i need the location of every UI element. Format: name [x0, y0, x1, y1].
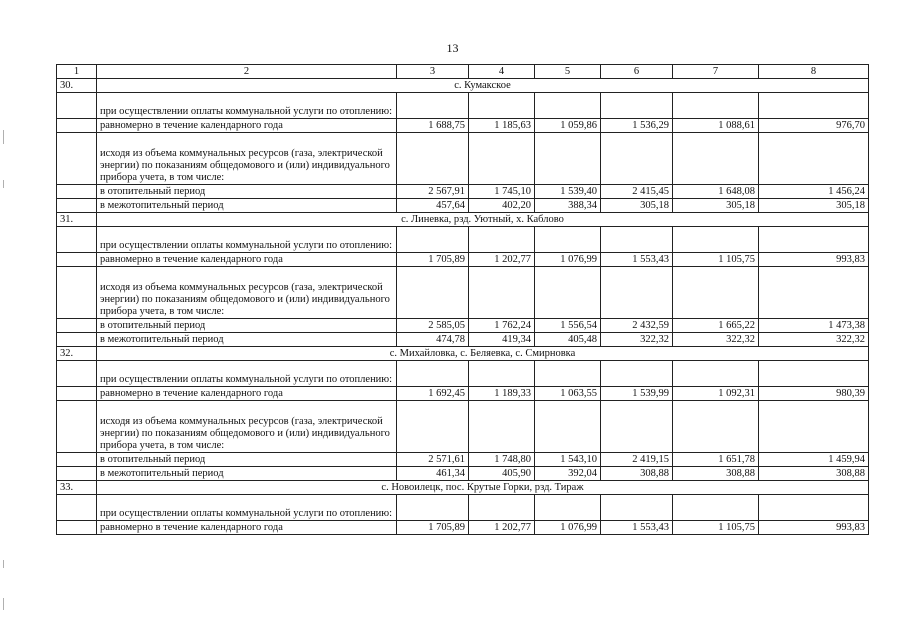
tariff-value: 1 076,99 — [535, 521, 601, 535]
tariff-value: 322,32 — [759, 333, 869, 347]
tariff-value — [673, 401, 759, 453]
tariff-value: 993,83 — [759, 521, 869, 535]
tariff-value — [673, 267, 759, 319]
tariff-value — [601, 133, 673, 185]
tariff-value: 1 536,29 — [601, 119, 673, 133]
column-number-cell: 8 — [759, 65, 869, 79]
tariff-value: 1 459,94 — [759, 453, 869, 467]
row-index-cell — [57, 495, 97, 521]
scan-margin-mark — [3, 130, 4, 144]
row-label: при осуществлении оплаты коммунальной услуги по отоплению: — [97, 361, 397, 387]
row-index-cell — [57, 453, 97, 467]
tariff-value: 1 473,38 — [759, 319, 869, 333]
row-label: равномерно в течение календарного года — [97, 387, 397, 401]
tariff-value: 1 748,80 — [469, 453, 535, 467]
tariff-value — [673, 93, 759, 119]
tariff-value — [469, 361, 535, 387]
tariff-value: 308,88 — [759, 467, 869, 481]
row-label: в отопительный период — [97, 319, 397, 333]
tariff-row — [57, 495, 869, 521]
settlement-index: 30. — [57, 79, 97, 93]
tariff-value: 980,39 — [759, 387, 869, 401]
row-label: в межотопительный период — [97, 467, 397, 481]
tariff-row — [57, 361, 869, 387]
row-index-cell — [57, 227, 97, 253]
settlement-name: с. Кумакское — [97, 79, 869, 93]
tariff-value — [535, 401, 601, 453]
tariff-value — [673, 361, 759, 387]
row-index-cell — [57, 521, 97, 535]
tariff-value: 308,88 — [673, 467, 759, 481]
row-label: исходя из объема коммунальных ресурсов (газа, электрической энергии) по показаниям общедомового и (или) индивидуального прибора учета, в том числе: — [97, 267, 397, 319]
column-number-cell: 1 — [57, 65, 97, 79]
tariff-value: 1 692,45 — [397, 387, 469, 401]
tariff-value — [469, 93, 535, 119]
tariff-value: 1 092,31 — [673, 387, 759, 401]
tariff-value: 1 059,86 — [535, 119, 601, 133]
row-index-cell — [57, 93, 97, 119]
tariff-value — [397, 495, 469, 521]
tariff-value — [759, 267, 869, 319]
scan-margin-mark — [3, 598, 4, 610]
tariff-value — [469, 227, 535, 253]
tariff-value: 1 105,75 — [673, 521, 759, 535]
tariff-value: 1 185,63 — [469, 119, 535, 133]
tariff-value — [673, 133, 759, 185]
tariff-row — [57, 387, 869, 401]
tariff-row — [57, 319, 869, 333]
row-label: при осуществлении оплаты коммунальной услуги по отоплению: — [97, 93, 397, 119]
tariff-value: 1 553,43 — [601, 253, 673, 267]
tariff-value: 322,32 — [673, 333, 759, 347]
tariff-value: 405,48 — [535, 333, 601, 347]
tariff-value: 1 688,75 — [397, 119, 469, 133]
tariff-row — [57, 267, 869, 319]
tariff-value — [759, 133, 869, 185]
tariff-row — [57, 93, 869, 119]
column-number-cell: 4 — [469, 65, 535, 79]
tariff-value: 402,20 — [469, 199, 535, 213]
tariff-value — [759, 401, 869, 453]
settlement-row — [57, 481, 869, 495]
tariff-value: 474,78 — [397, 333, 469, 347]
tariff-value: 305,18 — [759, 199, 869, 213]
tariff-value: 461,34 — [397, 467, 469, 481]
tariff-value: 1 063,55 — [535, 387, 601, 401]
row-index-cell — [57, 133, 97, 185]
row-label: равномерно в течение календарного года — [97, 521, 397, 535]
tariff-value: 2 419,15 — [601, 453, 673, 467]
scan-margin-mark — [3, 180, 4, 188]
tariff-value: 1 651,78 — [673, 453, 759, 467]
tariff-value: 1 189,33 — [469, 387, 535, 401]
row-index-cell — [57, 361, 97, 387]
tariff-value — [469, 133, 535, 185]
row-label: равномерно в течение календарного года — [97, 119, 397, 133]
settlement-index: 31. — [57, 213, 97, 227]
tariff-value — [397, 361, 469, 387]
row-index-cell — [57, 185, 97, 199]
tariff-value: 1 762,24 — [469, 319, 535, 333]
column-number-cell: 7 — [673, 65, 759, 79]
tariff-row — [57, 401, 869, 453]
column-number-cell: 2 — [97, 65, 397, 79]
tariff-value — [397, 133, 469, 185]
row-index-cell — [57, 387, 97, 401]
tariff-value — [759, 361, 869, 387]
row-index-cell — [57, 401, 97, 453]
row-label: при осуществлении оплаты коммунальной услуги по отоплению: — [97, 227, 397, 253]
tariff-value: 1 648,08 — [673, 185, 759, 199]
tariff-value: 1 705,89 — [397, 253, 469, 267]
tariff-value: 419,34 — [469, 333, 535, 347]
tariff-value: 308,88 — [601, 467, 673, 481]
column-number-cell: 6 — [601, 65, 673, 79]
tariff-value: 1 539,99 — [601, 387, 673, 401]
tariff-value: 1 456,24 — [759, 185, 869, 199]
tariff-value — [535, 361, 601, 387]
tariff-value: 1 665,22 — [673, 319, 759, 333]
row-label: в отопительный период — [97, 185, 397, 199]
tariff-value: 457,64 — [397, 199, 469, 213]
page-number: 13 — [446, 41, 459, 55]
tariff-value — [673, 495, 759, 521]
tariff-value — [397, 267, 469, 319]
settlement-name: с. Линевка, рзд. Уютный, х. Каблово — [97, 213, 869, 227]
tariff-value — [469, 401, 535, 453]
tariff-row — [57, 521, 869, 535]
tariff-value — [469, 267, 535, 319]
row-label: равномерно в течение календарного года — [97, 253, 397, 267]
tariff-value: 1 088,61 — [673, 119, 759, 133]
tariff-row — [57, 199, 869, 213]
tariff-value — [759, 495, 869, 521]
settlement-name: с. Михайловка, с. Беляевка, с. Смирновка — [97, 347, 869, 361]
settlement-name: с. Новоилецк, пос. Крутые Горки, рзд. Тираж — [97, 481, 869, 495]
row-index-cell — [57, 199, 97, 213]
tariff-value: 1 105,75 — [673, 253, 759, 267]
row-index-cell — [57, 119, 97, 133]
row-label: исходя из объема коммунальных ресурсов (газа, электрической энергии) по показаниям общедомового и (или) индивидуального прибора учета, в том числе: — [97, 401, 397, 453]
tariff-value: 1 705,89 — [397, 521, 469, 535]
table-body — [57, 65, 869, 535]
tariff-row — [57, 453, 869, 467]
tariff-value: 993,83 — [759, 253, 869, 267]
tariff-value: 2 415,45 — [601, 185, 673, 199]
tariff-row — [57, 133, 869, 185]
tariff-value — [601, 401, 673, 453]
tariff-value — [535, 267, 601, 319]
tariff-value — [397, 93, 469, 119]
tariff-row — [57, 119, 869, 133]
tariff-value: 322,32 — [601, 333, 673, 347]
row-index-cell — [57, 267, 97, 319]
row-index-cell — [57, 253, 97, 267]
tariff-value — [535, 93, 601, 119]
tariff-value: 392,04 — [535, 467, 601, 481]
tariff-value: 1 553,43 — [601, 521, 673, 535]
settlement-index: 33. — [57, 481, 97, 495]
tariff-value — [535, 495, 601, 521]
tariff-value: 1 202,77 — [469, 253, 535, 267]
tariff-value — [469, 495, 535, 521]
tariff-value: 388,34 — [535, 199, 601, 213]
tariff-value — [601, 495, 673, 521]
tariff-value: 1 556,54 — [535, 319, 601, 333]
tariff-value: 2 571,61 — [397, 453, 469, 467]
tariff-value: 305,18 — [673, 199, 759, 213]
tariff-value: 2 567,91 — [397, 185, 469, 199]
row-index-cell — [57, 319, 97, 333]
row-index-cell — [57, 333, 97, 347]
tariff-value: 1 745,10 — [469, 185, 535, 199]
tariff-value — [759, 93, 869, 119]
tariff-value: 405,90 — [469, 467, 535, 481]
tariff-value — [601, 267, 673, 319]
settlement-row — [57, 79, 869, 93]
tariff-value — [535, 227, 601, 253]
tariff-value: 976,70 — [759, 119, 869, 133]
column-number-cell: 5 — [535, 65, 601, 79]
column-number-row — [57, 65, 869, 79]
tariff-row — [57, 333, 869, 347]
tariff-value — [601, 93, 673, 119]
scan-margin-mark — [3, 560, 4, 568]
tariff-value: 1 539,40 — [535, 185, 601, 199]
tariff-value — [397, 401, 469, 453]
tariff-value: 1 202,77 — [469, 521, 535, 535]
row-label: при осуществлении оплаты коммунальной услуги по отоплению: — [97, 495, 397, 521]
tariff-value — [535, 133, 601, 185]
row-label: в межотопительный период — [97, 333, 397, 347]
tariff-value — [397, 227, 469, 253]
tariff-value — [759, 227, 869, 253]
tariff-value — [601, 227, 673, 253]
column-number-cell: 3 — [397, 65, 469, 79]
row-label: исходя из объема коммунальных ресурсов (газа, электрической энергии) по показаниям общедомового и (или) индивидуального прибора учета, в том числе: — [97, 133, 397, 185]
tariff-row — [57, 185, 869, 199]
tariff-value: 1 543,10 — [535, 453, 601, 467]
tariff-row — [57, 253, 869, 267]
tariff-row — [57, 467, 869, 481]
tariff-value: 1 076,99 — [535, 253, 601, 267]
tariff-value — [601, 361, 673, 387]
tariff-value: 305,18 — [601, 199, 673, 213]
row-index-cell — [57, 467, 97, 481]
row-label: в межотопительный период — [97, 199, 397, 213]
tariff-row — [57, 227, 869, 253]
row-label: в отопительный период — [97, 453, 397, 467]
tariff-table — [56, 64, 869, 535]
settlement-row — [57, 347, 869, 361]
tariff-value: 2 432,59 — [601, 319, 673, 333]
tariff-value — [673, 227, 759, 253]
settlement-row — [57, 213, 869, 227]
tariff-value: 2 585,05 — [397, 319, 469, 333]
settlement-index: 32. — [57, 347, 97, 361]
